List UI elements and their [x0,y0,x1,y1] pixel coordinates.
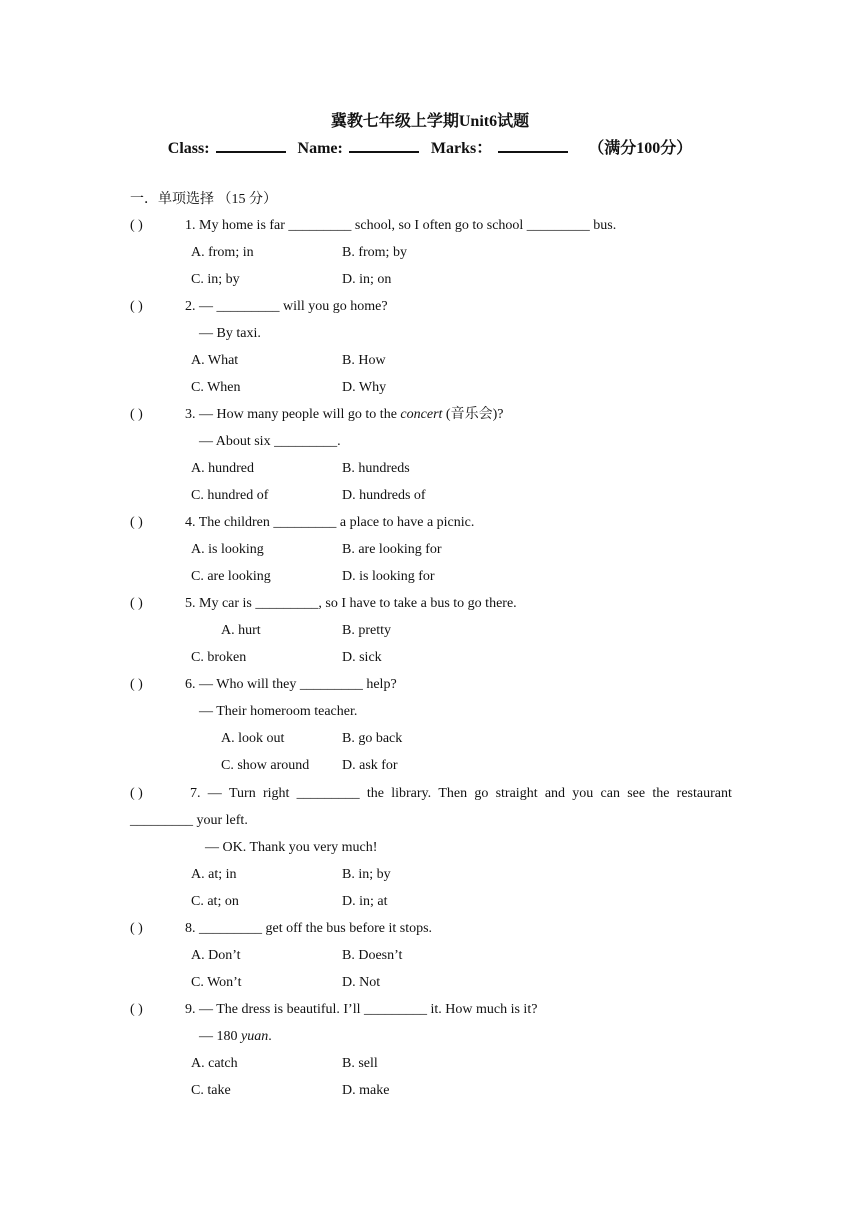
question-1-option-c: C. in; by [191,272,240,287]
question-7-option-c: C. at; on [191,894,239,909]
marks-label: Marks： [430,140,493,157]
marks-blank[interactable] [498,137,568,153]
question-3-reply: — About six _________. [199,434,341,449]
question-6-option-d: D. ask for [342,758,398,773]
question-9-option-b: B. sell [342,1056,378,1071]
question-2-stem: 2. — _________ will you go home? [185,299,388,314]
question-9-reply [199,1027,272,1047]
question-4-option-b: B. are looking for [342,542,442,557]
question-8-stem: 8. _________ get off the bus before it stops. [185,921,433,936]
name-blank[interactable] [349,137,419,153]
question-9-italic-word: yuan [241,1029,269,1044]
question-9-option-d: D. make [342,1083,390,1098]
question-1-option-d: D. in; on [342,272,392,287]
question-5-stem: 5. My car is _________, so I have to take a bus to go there. [185,596,517,611]
student-info-line [0,135,860,158]
answer-paren-9[interactable]: ( ) [130,1002,143,1017]
question-7-word: — [207,786,222,801]
class-blank[interactable] [216,137,286,153]
question-7-word: 7. [190,786,201,801]
question-7-word: restaurant [676,786,732,801]
question-6-reply: — Their homeroom teacher. [199,704,358,719]
answer-paren-3[interactable]: ( ) [130,407,143,422]
question-7-word: can [600,786,620,801]
question-3-stem-gloss: (音乐会)? [442,407,504,422]
question-7-reply: — OK. Thank you very much! [205,840,378,855]
question-7-word: Turn [228,786,256,801]
name-label: Name: [297,140,343,157]
question-8-option-c: C. Won’t [191,975,242,990]
question-7-stem [190,784,732,804]
question-9-option-c: C. take [191,1083,231,1098]
section-title: 一．单项选择 （15 分） [130,192,277,207]
question-7-word: straight [495,786,538,801]
question-7-word: and [544,786,566,801]
question-1-option-b: B. from; by [342,245,407,260]
question-7-word: Then [438,786,468,801]
question-3-option-c: C. hundred of [191,488,269,503]
answer-paren-6[interactable]: ( ) [130,677,143,692]
question-7-word: the [366,786,384,801]
class-label: Class: [167,140,210,157]
question-6-option-a: A. look out [221,731,285,746]
question-7-word: right [262,786,290,801]
question-1-stem: 1. My home is far _________ school, so I often go to school _________ bus. [185,218,617,233]
question-2-option-b: B. How [342,353,386,368]
question-7-word: go [474,786,489,801]
answer-paren-8[interactable]: ( ) [130,921,143,936]
question-7-word: library. [391,786,432,801]
question-7-word: see [627,786,646,801]
question-8-option-a: A. Don’t [191,948,241,963]
question-9-reply-text: — 180 [199,1029,241,1044]
question-7-word: you [572,786,594,801]
question-7-option-a: A. at; in [191,867,237,882]
answer-paren-4[interactable]: ( ) [130,515,143,530]
question-4-option-a: A. is looking [191,542,264,557]
full-score-note: （满分100分） [588,140,693,157]
question-6-option-c: C. show around [221,758,310,773]
question-3-option-b: B. hundreds [342,461,410,476]
question-4-option-d: D. is looking for [342,569,435,584]
answer-paren-1[interactable]: ( ) [130,218,143,233]
question-6-option-b: B. go back [342,731,403,746]
question-5-option-c: C. broken [191,650,247,665]
question-3-stem [185,405,503,425]
question-2-option-d: D. Why [342,380,387,395]
question-6-stem: 6. — Who will they _________ help? [185,677,397,692]
question-5-option-a: A. hurt [221,623,261,638]
question-5-option-d: D. sick [342,650,382,665]
question-4-option-c: C. are looking [191,569,271,584]
question-7-option-b: B. in; by [342,867,391,882]
question-3-option-a: A. hundred [191,461,254,476]
question-5-option-b: B. pretty [342,623,391,638]
question-1-option-a: A. from; in [191,245,254,260]
question-2-reply: — By taxi. [199,326,261,341]
question-7-option-d: D. in; at [342,894,388,909]
question-3-stem-text: 3. — How many people will go to the [185,407,401,422]
question-7-word: the [652,786,670,801]
answer-paren-7[interactable]: ( ) [130,786,143,801]
answer-paren-5[interactable]: ( ) [130,596,143,611]
question-9-option-a: A. catch [191,1056,238,1071]
question-2-option-c: C. When [191,380,241,395]
question-8-option-d: D. Not [342,975,381,990]
question-3-option-d: D. hundreds of [342,488,426,503]
question-4-stem: 4. The children _________ a place to have a picnic. [185,515,475,530]
question-9-reply-end: . [268,1029,272,1044]
question-3-italic-word: concert [400,407,443,422]
question-9-stem: 9. — The dress is beautiful. I’ll _________ it. How much is it? [185,1002,538,1017]
answer-paren-2[interactable]: ( ) [130,299,143,314]
question-7-word: _________ [296,786,360,801]
question-2-option-a: A. What [191,353,239,368]
question-8-option-b: B. Doesn’t [342,948,403,963]
question-7-stem-continued: _________ your left. [130,813,248,828]
exam-title: 冀教七年级上学期Unit6试题 [330,113,530,130]
